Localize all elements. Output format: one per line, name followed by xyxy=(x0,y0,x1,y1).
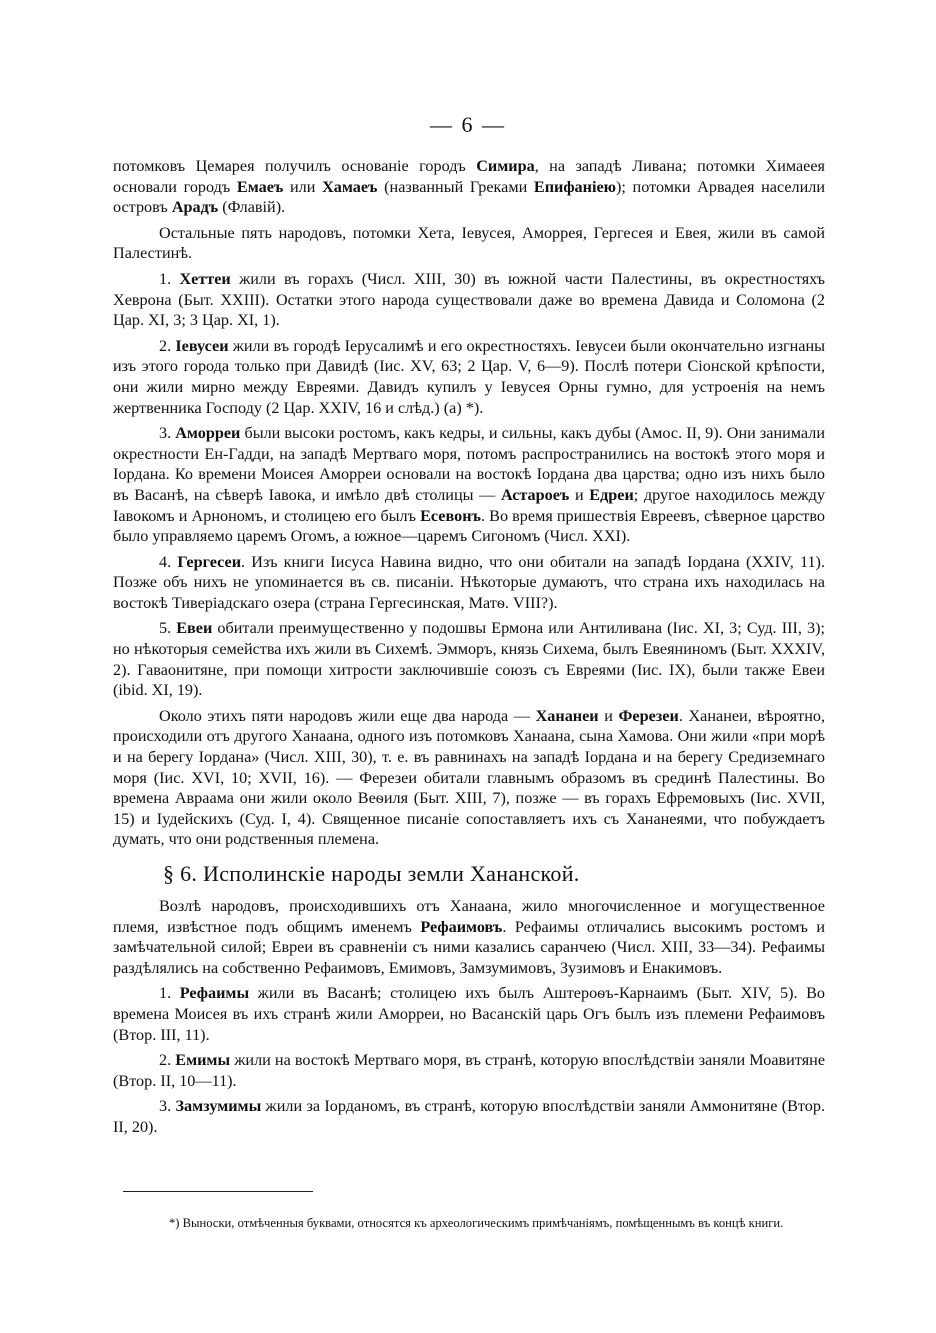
text-run: 2. xyxy=(159,1051,176,1070)
paragraph xyxy=(113,423,825,547)
body-text xyxy=(113,156,825,1138)
text-run: . Во время пришествія Евреевъ, сѣверное царство было управляемо царемъ Огомъ, а южное—царемъ Сигономъ (Числ. XXI). xyxy=(113,506,825,546)
footnote-divider xyxy=(123,1191,313,1192)
text-run: , на западѣ Ливана; потомки Химаеея основали городъ xyxy=(113,157,825,196)
section-heading: § 6. Исполинскіе народы земли Хананской. xyxy=(163,861,580,886)
paragraph xyxy=(113,223,825,264)
bold-term: Евеи xyxy=(176,619,213,638)
page-number: — 6 — xyxy=(430,112,506,137)
paragraph xyxy=(113,983,825,1045)
text-run: жили на востокѣ Мертваго моря, въ странѣ, которую впослѣдствіи заняли Моавитяне (Втор. II, 10—11). xyxy=(113,1051,825,1090)
bold-term: Рефаимы xyxy=(179,984,250,1003)
bold-term: Рефаимовъ xyxy=(420,917,503,936)
text-run: жили въ Васанѣ; столицею ихъ былъ Аштероѳъ-Карнаимъ (Быт. XIV, 5). Во времена Моисея въ ихъ странѣ жили Аморреи, но Васанскій царь Огъ былъ изъ племени Рефаимовъ (Втор. III, 11). xyxy=(113,984,825,1044)
bold-term: Гергесеи xyxy=(177,552,242,571)
bold-term: Симира xyxy=(476,157,535,175)
text-run: 2. xyxy=(159,336,176,355)
bold-term: Хеттеи xyxy=(179,269,231,288)
bold-term: Хананеи xyxy=(535,706,599,725)
bold-term: Аморреи xyxy=(175,424,241,443)
text-run: и xyxy=(569,485,590,504)
text-run: 3. xyxy=(159,1097,176,1116)
text-run: были высоки ростомъ, какъ кедры, и сильны, какъ дубы (Амос. II, 9). Они занимали окрестности Ен-Гадди, на западѣ Мертваго моря, потомъ распространились на востокѣ этого моря и Іордана. Ко времени Моисея Аморреи основали на востокѣ Іордана два царства; одно изъ нихъ было въ Васанѣ, на сѣверѣ Іавока, и имѣло двѣ столицы — xyxy=(113,424,825,504)
text-run: . Хананеи, вѣроятно, происходили отъ другого Ханаана, одного изъ потомковъ Ханаана, сына Хамова. Они жили «при морѣ и на берегу Іордана» (Числ. XIII, 30), т. е. въ равнинахъ на западѣ Іордана и на берегу Средиземнаго моря (Іис. XVI, 10; XVII, 16). — Ферезеи обитали главнымъ образомъ въ срединѣ Палестины. Во времена Авраама они жили около Веѳиля (Быт. XIII, 7), позже — въ горахъ Ефремовыхъ (Іис. XVII, 15) и Іудейскихъ (Суд. I, 4). Священное писаніе сопоставляетъ ихъ съ Хананеями, что побуждаетъ думать, что они родственныя племена. xyxy=(113,706,826,849)
text-run: жили въ городѣ Іерусалимѣ и его окрестностяхъ. Іевусеи были окончательно изгнаны изъ этого города только при Давидѣ (Іис. XV, 63; 2 Цар. V, 6—9). Послѣ потери Сіонской крѣпости, они жили мирно между Евреями. Давидъ купилъ у Іевусея Орны гумно, для устроенія на немъ жертвенника Господу (2 Цар. XXIV, 16 и слѣд.) (а) *). xyxy=(113,336,825,417)
text-run: 3. xyxy=(159,424,176,443)
paragraph xyxy=(113,706,825,850)
paragraph xyxy=(113,269,825,331)
paragraph xyxy=(113,1096,825,1137)
text-run: или xyxy=(283,177,323,196)
text-run: (названный Греками xyxy=(377,177,534,196)
text-run: 5. xyxy=(159,619,177,638)
bold-term: Арадъ xyxy=(171,198,219,217)
text-run: 4. xyxy=(159,552,178,571)
bold-term: Замзумимы xyxy=(175,1097,262,1116)
paragraph-group-giants xyxy=(113,896,825,1138)
paragraph xyxy=(113,618,825,700)
bold-term: Астароеъ xyxy=(500,485,570,504)
bold-term: Емаеъ xyxy=(236,177,284,196)
paragraph xyxy=(113,1050,825,1091)
text-run: обитали преимущественно у подошвы Ермона или Антиливана (Іис. XI, 3; Суд. III, 3); но нѣкоторыя семейства ихъ жили въ Сихемѣ. Эмморъ, князь Сихема, былъ Евеяниномъ (Быт. XXXIV, 2). Гаваонитяне, при помощи хитрости заключившіе союзъ съ Евреями (Іис. IX), были также Евеи (ibid. XI, 19). xyxy=(113,619,826,700)
paragraph xyxy=(113,336,825,418)
bold-term: Хамаеъ xyxy=(322,177,378,196)
text-run: ); потомки Арвадея населили островъ xyxy=(113,177,825,217)
text-run: потомковъ Цемарея получилъ основаніе городъ xyxy=(113,157,477,175)
text-run: Около этихъ пяти народовъ жили еще два народа — xyxy=(159,706,536,725)
bold-term: Емимы xyxy=(175,1051,231,1070)
text-run: жили за Іорданомъ, въ странѣ, которую впослѣдствіи заняли Аммонитяне (Втор. II, 20). xyxy=(113,1097,826,1136)
text-run: ; другое находилось между Іавокомъ и Арнономъ, и столицею его былъ xyxy=(113,485,825,525)
bold-term: Ферезеи xyxy=(618,706,679,725)
bold-term: Есевонъ xyxy=(420,506,481,525)
text-run: и xyxy=(598,706,619,725)
text-run: . Рефаимы отличались высокимъ ростомъ и замѣчательной силой; Евреи въ сравненіи съ ними казались саранчею (Числ. XIII, 33—34). Рефаимы раздѣлялись на собственно Рефаимовъ, Емимовъ, Замзумимовъ, Зузимовъ и Енакимовъ. xyxy=(113,917,825,977)
text-run: . Изъ книги Іисуса Навина видно, что они обитали на западѣ Іордана (XXIV, 11). Позже объ нихъ не упоминается въ св. писаніи. Нѣкоторые думаютъ, что страна ихъ находилась на востокѣ Тиверіадскаго озера (страна Гергесинская, Матѳ. VIII?). xyxy=(113,552,825,612)
text-run: Возлѣ народовъ, происходившихъ отъ Ханаана, жило многочисленное и могущественное племя, извѣстное подъ общимъ именемъ xyxy=(113,897,825,936)
text-run: (Флавій). xyxy=(218,198,286,217)
paragraph-group-peoples xyxy=(113,156,825,850)
text-run: 1. xyxy=(159,984,180,1003)
paragraph xyxy=(113,896,825,978)
bold-term: Іевусеи xyxy=(175,336,229,355)
text-run: жили въ горахъ (Числ. XIII, 30) въ южной части Палестины, въ окрестностяхъ Хеврона (Быт. XXIII). Остатки этого народа существовали даже во времена Давида и Соломона (2 Цар. XI, 3; 3 Цар. XI, 1). xyxy=(113,269,826,330)
paragraph xyxy=(113,156,825,218)
paragraph xyxy=(113,552,825,614)
text-run: Остальные пять народовъ, потомки Хета, Іевусея, Аморрея, Гергесея и Евея, жили въ самой Палестинѣ. xyxy=(113,223,825,263)
footnote: *) Выноски, отмѣченныя буквами, относятся къ археологическимъ примѣчаніямъ, помѣщеннымъ въ концѣ книги. xyxy=(169,1216,784,1230)
text-run: 1. xyxy=(159,269,180,288)
bold-term: Епифаніею xyxy=(533,177,617,196)
bold-term: Едреи xyxy=(589,485,634,504)
